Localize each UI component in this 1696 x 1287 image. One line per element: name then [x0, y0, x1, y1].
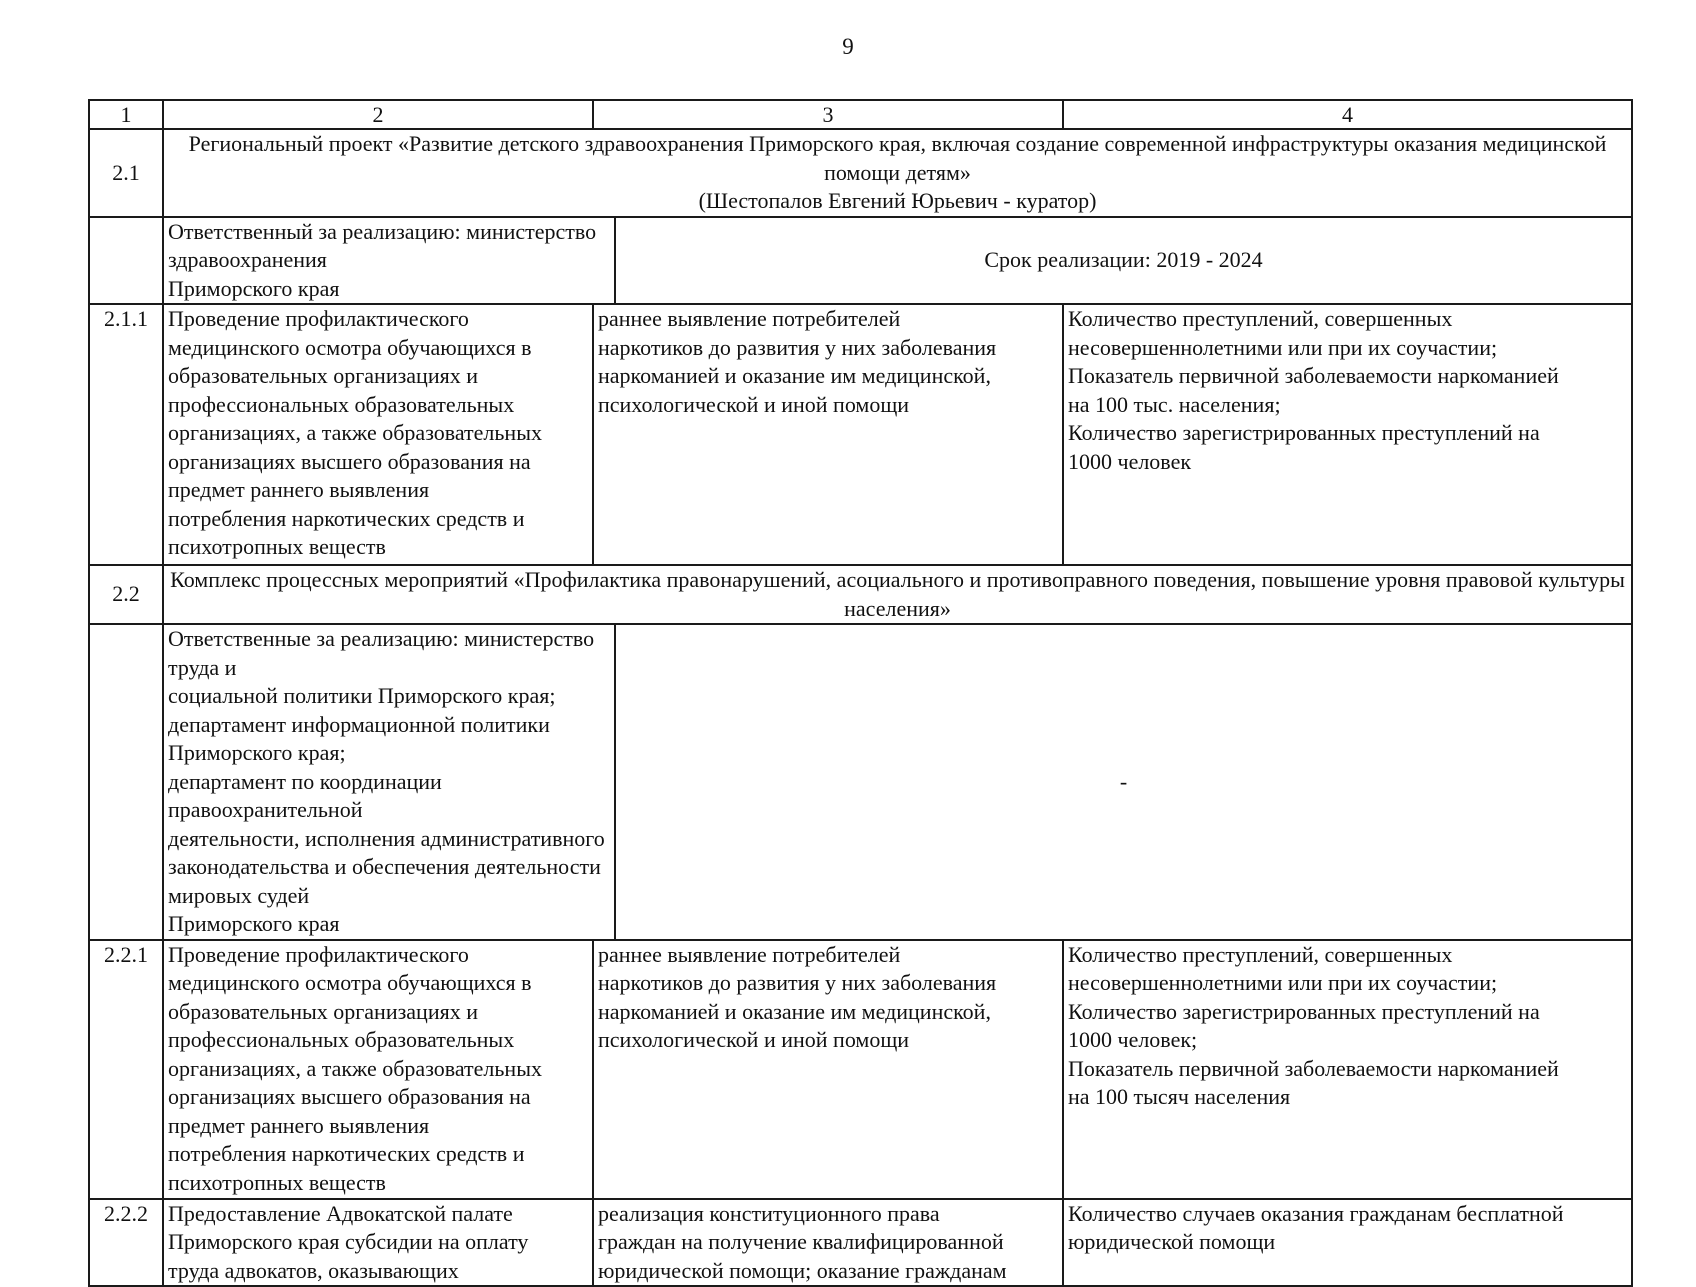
section-2-2-responsible-row — [89, 624, 1632, 940]
empty-cell — [89, 217, 163, 305]
section-number: 2.2 — [89, 565, 163, 624]
term-cell: - — [615, 624, 1632, 940]
row-number: 2.2.2 — [89, 1199, 163, 1287]
measure-cell: Предоставление Адвокатской палате Приморского края субсидии на оплату труда адвокатов, оказывающих — [163, 1199, 593, 1287]
term-cell: Срок реализации: 2019 - 2024 — [615, 217, 1632, 305]
result-cell: раннее выявление потребителей наркотиков до развития у них заболевания наркоманией и оказание им медицинской, психологической и иной помощи — [593, 304, 1063, 565]
header-col-1: 1 — [89, 100, 163, 129]
row-number: 2.1.1 — [89, 304, 163, 565]
responsible-cell: Ответственные за реализацию: министерство труда и социальной политики Приморского края; департамент информационной политики Приморского края; департамент по координации правоохранительной деятельности, исполнения административного законодательства и обеспечения деятельности мировых судей Приморского края — [163, 624, 615, 940]
measure-cell: Проведение профилактического медицинского осмотра обучающихся в образовательных организациях и профессиональных образовательных организациях, а также образовательных организациях высшего образования на предмет раннего выявления потребления наркотических средств и психотропных веществ — [163, 304, 593, 565]
responsible-cell: Ответственный за реализацию: министерство здравоохранения Приморского края — [163, 217, 615, 305]
section-title: Комплекс процессных мероприятий «Профилактика правонарушений, асоциального и противоправного поведения, повышение уровня правовой культуры населения» — [163, 565, 1632, 624]
table-row — [89, 1199, 1632, 1287]
header-col-4: 4 — [1063, 100, 1632, 129]
section-number: 2.1 — [89, 129, 163, 217]
header-col-2: 2 — [163, 100, 593, 129]
page-number: 9 — [842, 34, 854, 59]
measure-cell: Проведение профилактического медицинского осмотра обучающихся в образовательных организациях и профессиональных образовательных организациях, а также образовательных организациях высшего образования на предмет раннего выявления потребления наркотических средств и психотропных веществ — [163, 940, 593, 1199]
table-row — [89, 304, 1632, 565]
result-cell: реализация конституционного права граждан на получение квалифицированной юридической помощи; оказание гражданам — [593, 1199, 1063, 1287]
section-2-1-row — [89, 129, 1632, 217]
table-row — [89, 940, 1632, 1199]
indicators-cell: Количество преступлений, совершенных несовершеннолетними или при их соучастии; Показатель первичной заболеваемости наркоманией на 100 тыс. населения; Количество зарегистрированных преступлений на 1000 человек — [1063, 304, 1632, 565]
section-2-1-responsible-row — [89, 217, 1632, 305]
section-title: Региональный проект «Развитие детского здравоохранения Приморского края, включая создание современной инфраструктуры оказания медицинской помощи детям» (Шестопалов Евгений Юрьевич - куратор) — [163, 129, 1632, 217]
result-cell: раннее выявление потребителей наркотиков до развития у них заболевания наркоманией и оказание им медицинской, психологической и иной помощи — [593, 940, 1063, 1199]
indicators-cell: Количество случаев оказания гражданам бесплатной юридической помощи — [1063, 1199, 1632, 1287]
row-number: 2.2.1 — [89, 940, 163, 1199]
header-row — [89, 100, 1632, 129]
indicators-cell: Количество преступлений, совершенных несовершеннолетними или при их соучастии; Количество зарегистрированных преступлений на 1000 человек; Показатель первичной заболеваемости наркоманией на 100 тысяч населения — [1063, 940, 1632, 1199]
empty-cell — [89, 624, 163, 940]
section-2-2-row — [89, 565, 1632, 624]
header-col-3: 3 — [593, 100, 1063, 129]
measures-table — [88, 99, 1633, 1287]
